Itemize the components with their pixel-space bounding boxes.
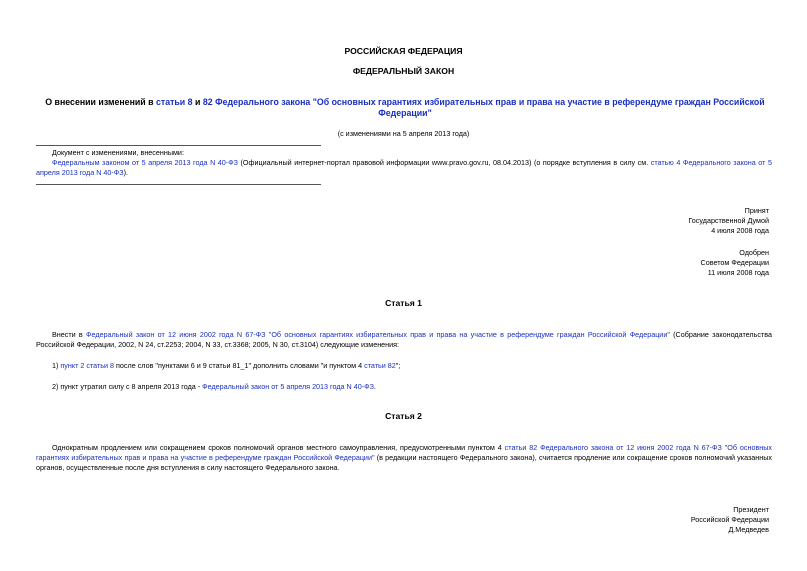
item-1-link-article-82[interactable]: статьи 82: [364, 361, 396, 370]
adopted-line-2: Государственной Думой: [688, 216, 769, 225]
changes-label: Документ с изменениями, внесенными:: [52, 148, 184, 157]
article-1-heading: Статья 1: [385, 298, 422, 308]
signature-line-1: Президент: [733, 505, 769, 514]
article-1-intro-pre: Внести в: [52, 330, 87, 339]
amendment-note: (с изменениями на 5 апреля 2013 года): [337, 129, 470, 138]
adopted-line-1: Принят: [744, 206, 769, 215]
changes-link-article-4[interactable]: статью 4 Федерального закона от 5 апреля 2013 года N 40-ФЗ: [36, 158, 772, 177]
signature-line-3: Д.Медведев: [728, 525, 769, 534]
adopted-line-3: 4 июля 2008 года: [711, 226, 769, 235]
signature-block: [691, 505, 769, 535]
adopted-block: [688, 206, 769, 236]
article-1-intro: [36, 330, 772, 350]
item-1-mid: после слов "пунктами 6 и 9 статьи 81_1" дополнить словами "и пунктом 4: [114, 361, 365, 370]
changes-text-1: (Официальный интернет-портал правовой информации www.pravo.gov.ru, 08.04.2013) (о порядке вступления в силу см.: [238, 158, 651, 167]
country-heading: РОССИЙСКАЯ ФЕДЕРАЦИЯ: [344, 46, 463, 56]
article-2-text-post: (в редакции настоящего Федерального закона), считается продление или сокращение сроков полномочий указанных органов, осуществленные после дня вступления в силу настоящего Федерального закона.: [36, 453, 772, 472]
article-2-heading: Статья 2: [385, 411, 422, 421]
article-2-link-article-82[interactable]: статьи 82 Федерального закона от 12 июня 2002 года N 67-ФЗ "Об основных гарантиях избирательных прав и права на участие в референдуме граждан Российской Федерации": [36, 443, 772, 462]
item-1-post: ";: [395, 361, 401, 370]
article-1-link-law-67[interactable]: Федеральный закон от 12 июня 2002 года N 67-ФЗ "Об основных гарантиях избирательных прав и права на участие в референдуме граждан Российской Федерации": [86, 330, 670, 339]
article-1-item-2: [52, 382, 772, 392]
item-2-post: .: [373, 382, 376, 391]
bottom-divider: [36, 184, 321, 185]
title-and: и: [192, 97, 203, 107]
item-2-pre: 2) пункт утратил силу с 8 апреля 2013 года -: [52, 382, 203, 391]
signature-line-2: Российской Федерации: [690, 515, 769, 524]
title-prefix: О внесении изменений в: [45, 97, 156, 107]
approved-line-3: 11 июля 2008 года: [707, 268, 769, 277]
article-2-paragraph: [36, 443, 772, 473]
article-1-intro-post: (Собрание законодательства Российской Федерации, 2002, N 24, ст.2253; 2004, N 33, ст.3368; 2005, N 30, ст.3104) следующие изменения:: [36, 330, 772, 349]
article-1-item-1: [52, 361, 772, 371]
changes-paragraph: [36, 158, 772, 178]
item-1-pre: 1): [52, 361, 61, 370]
title-link-article-82[interactable]: 82 Федерального закона "Об основных гарантиях избирательных прав и права на участие в референдуме граждан Российской Федерации": [202, 97, 765, 118]
approved-line-1: Одобрен: [739, 248, 769, 257]
law-title: [40, 97, 770, 119]
approved-block: [701, 248, 769, 278]
title-link-article-8[interactable]: статьи 8: [156, 97, 193, 107]
law-type-heading: ФЕДЕРАЛЬНЫЙ ЗАКОН: [352, 66, 455, 76]
article-2-text-pre: Однократным продлением или сокращением сроков полномочий органов местного самоуправления, предусмотренными пунктом 4: [52, 443, 505, 452]
item-2-link-law-40[interactable]: Федеральный закон от 5 апреля 2013 года N 40-ФЗ: [202, 382, 374, 391]
top-divider: [36, 145, 321, 146]
item-1-link-article-8[interactable]: пункт 2 статьи 8: [60, 361, 115, 370]
changes-link-law-40[interactable]: Федеральным законом от 5 апреля 2013 года N 40-ФЗ: [52, 158, 238, 167]
changes-text-2: ).: [123, 168, 128, 177]
approved-line-2: Советом Федерации: [700, 258, 769, 267]
